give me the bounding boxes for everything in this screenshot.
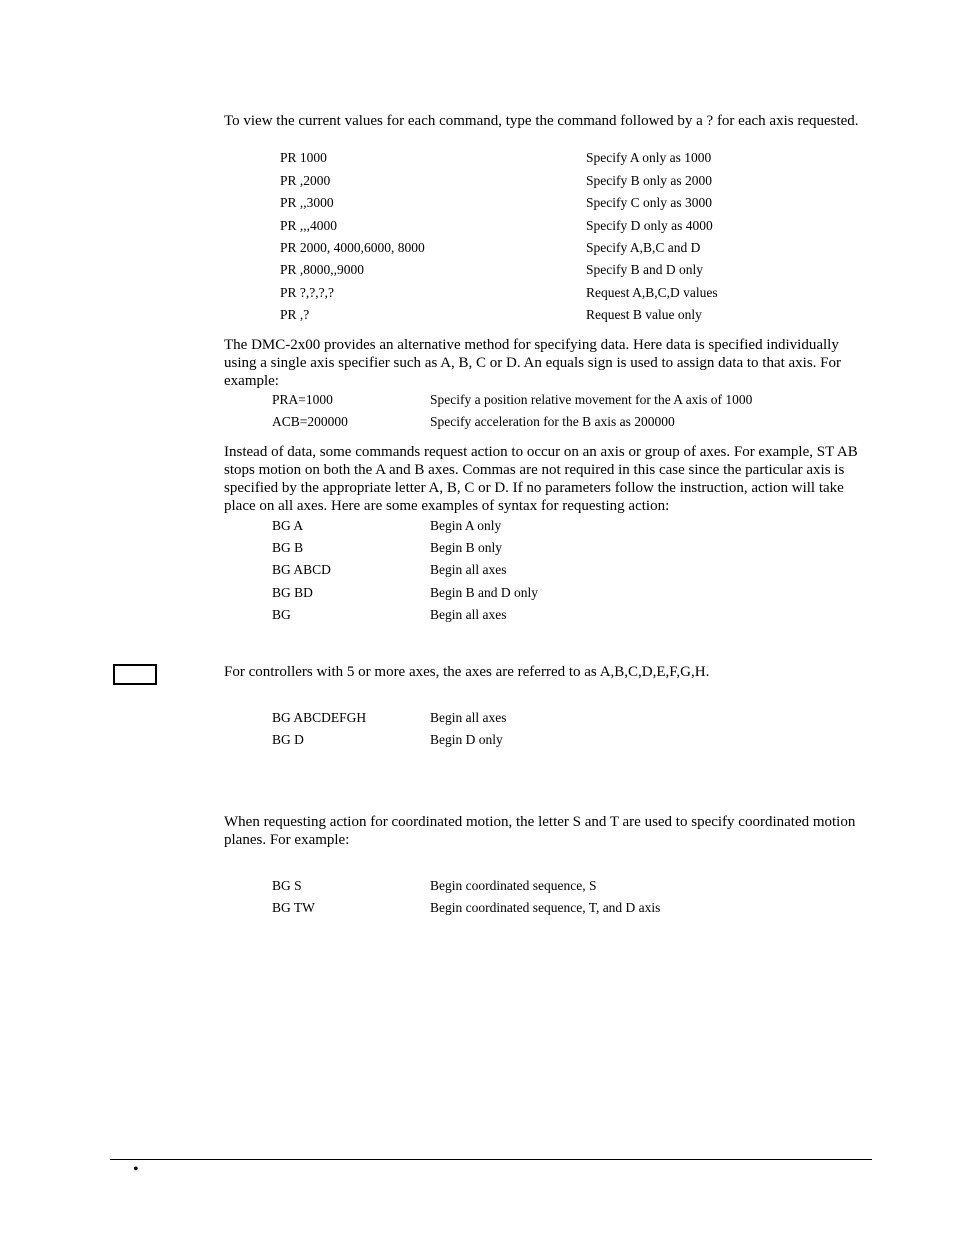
action-example-description: Begin all axes — [430, 562, 507, 577]
axis-example-description: Specify a position relative movement for the A axis of 1000 — [430, 392, 753, 407]
pr-example-description: Specify D only as 4000 — [586, 218, 713, 233]
action-paragraph: Instead of data, some commands request action to occur on an axis or group of axes. For example, ST AB stops motion on both the A and B axes. Commas are not required in this case since the particular axis is specified by the appropriate letter A, B, C or D. If no parameters follow the instruction, action will take place on all axes. Here are some examples of syntax for requesting action: — [224, 444, 858, 514]
footer-bullet: • — [133, 1161, 139, 1178]
eight-axis-example-command: BG D — [272, 732, 304, 747]
axis-example-command: ACB=200000 — [272, 414, 348, 429]
action-example-command: BG B — [272, 540, 304, 555]
footer-divider — [110, 1159, 872, 1160]
pr-example-description: Request A,B,C,D values — [586, 285, 718, 300]
eight-axis-example-description: Begin all axes — [430, 710, 507, 725]
intro-paragraph: To view the current values for each command, type the command followed by a ? for each axis requested. — [224, 113, 859, 129]
coordinated-paragraph: When requesting action for coordinated motion, the letter S and T are used to specify coordinated motion planes. For example: — [224, 814, 856, 848]
coordinated-example-description: Begin coordinated sequence, T, and D axis — [430, 900, 661, 915]
pr-example-description: Specify C only as 3000 — [586, 195, 712, 210]
action-example-command: BG ABCD — [272, 562, 331, 577]
action-example-description: Begin B and D only — [430, 585, 538, 600]
coordinated-example-command: BG TW — [272, 900, 315, 915]
pr-example-command: PR ,? — [280, 307, 310, 322]
action-example-command: BG BD — [272, 585, 313, 600]
pr-example-description: Request B value only — [586, 307, 702, 322]
alt-method-paragraph: The DMC-2x00 provides an alternative method for specifying data. Here data is specified individually using a single axis specifier such as A, B, C or D. An equals sign is used to assign data to that axis. For example: — [224, 337, 842, 389]
pr-example-command: PR ,2000 — [280, 173, 331, 188]
note-icon — [113, 664, 157, 685]
action-example-description: Begin A only — [430, 518, 502, 533]
coordinated-example-command: BG S — [272, 878, 302, 893]
pr-example-command: PR ,8000,,9000 — [280, 262, 365, 277]
action-example-command: BG — [272, 607, 291, 622]
pr-example-description: Specify A only as 1000 — [586, 150, 712, 165]
action-example-command: BG A — [272, 518, 304, 533]
action-example-description: Begin B only — [430, 540, 503, 555]
pr-example-description: Specify B and D only — [586, 262, 703, 277]
coordinated-example-description: Begin coordinated sequence, S — [430, 878, 597, 893]
note-paragraph: For controllers with 5 or more axes, the axes are referred to as A,B,C,D,E,F,G,H. — [224, 664, 710, 680]
pr-example-command: PR ,,,4000 — [280, 218, 338, 233]
pr-example-command: PR ?,?,?,? — [280, 285, 334, 300]
pr-example-command: PR ,,3000 — [280, 195, 334, 210]
axis-example-command: PRA=1000 — [272, 392, 333, 407]
eight-axis-example-command: BG ABCDEFGH — [272, 710, 367, 725]
eight-axis-example-description: Begin D only — [430, 732, 503, 747]
pr-example-command: PR 2000, 4000,6000, 8000 — [280, 240, 425, 255]
pr-example-description: Specify B only as 2000 — [586, 173, 712, 188]
pr-example-description: Specify A,B,C and D — [586, 240, 701, 255]
axis-example-description: Specify acceleration for the B axis as 200000 — [430, 414, 675, 429]
pr-example-command: PR 1000 — [280, 150, 327, 165]
action-example-description: Begin all axes — [430, 607, 507, 622]
